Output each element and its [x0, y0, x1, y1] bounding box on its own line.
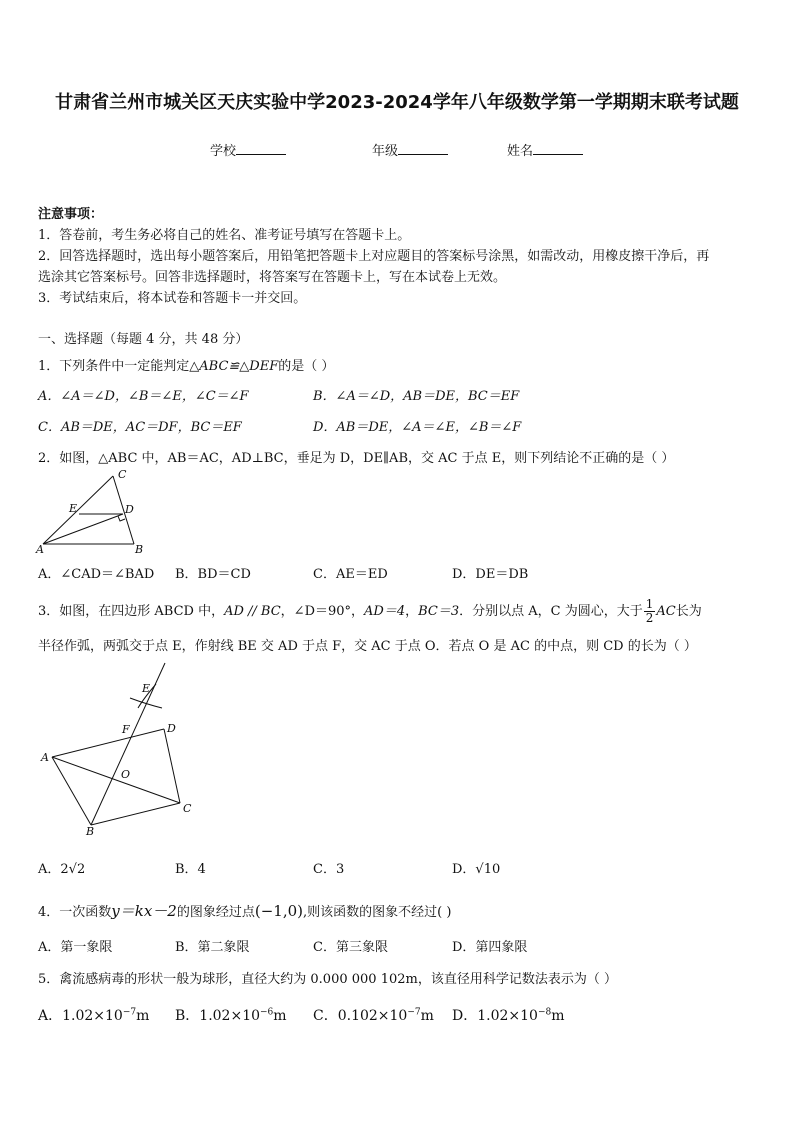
q5-option-c[interactable]: C．$0.102\times 10^{-7}m$ [313, 1007, 434, 1024]
right-angle-mark [118, 516, 125, 521]
label-d: D [125, 503, 134, 516]
q2-option-d[interactable]: D．DE＝DB [452, 567, 529, 582]
school-blank[interactable] [236, 142, 286, 155]
label-e: E [69, 502, 78, 515]
page-title: 甘肃省兰州市城关区天庆实验中学2023-2024学年八年级数学第一学期期末联考试题 [55, 92, 739, 113]
label-a: A [41, 751, 49, 764]
label-a: A [36, 543, 44, 556]
point-coordinates: (−1,0) [254, 902, 304, 920]
segment-cb [91, 803, 180, 825]
q3-option-b[interactable]: B．4 [175, 862, 206, 877]
name-blank[interactable] [533, 142, 583, 155]
label-d: D [167, 722, 176, 735]
q4-option-c[interactable]: C．第三象限 [313, 940, 388, 955]
question-2-stem: 2．如图，△ABC 中，AB＝AC，AD⊥BC，垂足为 D，DE∥AB，交 AC 于点 E，则下列结论不正确的是（ ） [38, 451, 675, 466]
label-f: F [122, 723, 130, 736]
segment-dc [164, 729, 180, 803]
name-label: 姓名 [507, 144, 534, 159]
notice-item: 1．答卷前，考生务必将自己的姓名、准考证号填写在答题卡上。 [38, 228, 411, 243]
notice-item: 3．考试结束后，将本试卷和答题卡一并交回。 [38, 291, 307, 306]
q1-option-a[interactable]: A．∠A＝∠D，∠B＝∠E，∠C＝∠F [38, 389, 249, 404]
function-expression: y＝kx－2 [111, 902, 177, 920]
q1-option-d[interactable]: D．AB＝DE，∠A＝∠E，∠B＝∠F [313, 420, 522, 435]
q2-option-c[interactable]: C．AE＝ED [313, 567, 388, 582]
grade-field [372, 140, 448, 159]
question-3-stem-line-2: 半径作弧，两弧交于点 E，作射线 BE 交 AD 于点 F，交 AC 于点 O．若点 O 是 AC 的中点，则 CD 的长为（ ） [38, 639, 697, 654]
grade-blank[interactable] [398, 142, 448, 155]
q5-option-d[interactable]: D．$1.02\times 10^{-8}m$ [452, 1007, 565, 1024]
label-b: B [86, 825, 95, 838]
label-e: E [142, 682, 151, 695]
label-c: C [183, 802, 192, 815]
notice-item: 选涂其它答案标号。回答非选择题时，将答案写在答题卡上，写在本试卷上无效。 [38, 270, 507, 285]
q4-option-a[interactable]: A．第一象限 [38, 940, 113, 955]
school-field [210, 140, 286, 159]
school-label: 学校 [210, 144, 237, 159]
section-heading: 一、选择题（每题 4 分，共 48 分） [38, 332, 249, 347]
label-o: O [121, 768, 131, 781]
grade-label: 年级 [372, 144, 399, 159]
q4-option-d[interactable]: D．第四象限 [452, 940, 528, 955]
question-4-stem: 4．一次函数y＝kx－2的图象经过点(−1,0),则该函数的图象不经过( ) [38, 902, 452, 920]
q5-option-b[interactable]: B．$1.02\times 10^{-6}m$ [175, 1007, 287, 1024]
fraction-one-half: $\frac{1}{2}$ [645, 597, 654, 625]
question-1-stem: 1．下列条件中一定能判定△ABC≌△DEF的是（ ） [38, 359, 335, 374]
q1-option-b[interactable]: B．∠A＝∠D，AB＝DE，BC＝EF [313, 389, 520, 404]
segment-ac [52, 757, 180, 803]
congruence-expression: △ABC≌△DEF [189, 359, 279, 374]
q2-option-b[interactable]: B．BD＝CD [175, 567, 251, 582]
q5-option-a[interactable]: A．$1.02\times 10^{-7}m$ [38, 1007, 150, 1024]
segment-ad [52, 729, 164, 757]
segment-ba [52, 757, 91, 825]
notice-heading: 注意事项： [38, 207, 104, 222]
q1-option-c[interactable]: C．AB＝DE，AC＝DF，BC＝EF [38, 420, 242, 435]
triangle-abc-figure [34, 468, 149, 556]
q2-option-a[interactable]: A．∠CAD＝∠BAD [38, 567, 155, 582]
segment-ac [43, 476, 113, 544]
question-3-stem: 3．如图，在四边形 ABCD 中，AD // BC，∠D＝90°，AD＝4，BC＝3．分别以点 A，C 为圆心，大于 $\frac{1}{2}$ AC长为 [38, 597, 702, 625]
segment-ad [43, 514, 123, 544]
label-b: B [135, 543, 144, 556]
notice-item: 2．回答选择题时，选出每小题答案后，用铅笔把答题卡上对应题目的答案标号涂黑，如需改动，用橡皮擦干净后，再 [38, 249, 710, 264]
q4-option-b[interactable]: B．第二象限 [175, 940, 250, 955]
question-5-stem: 5．禽流感病毒的形状一般为球形，直径大约为 0.000 000 102m，该直径用科学记数法表示为（ ） [38, 972, 617, 987]
name-field [507, 140, 583, 159]
q3-option-c[interactable]: C．3 [313, 862, 345, 877]
q3-option-a[interactable]: A．2√2 [38, 862, 86, 877]
q3-option-d[interactable]: D．√10 [452, 862, 501, 877]
arc-from-a [130, 698, 162, 708]
quadrilateral-abcd-figure [38, 660, 198, 840]
label-c: C [118, 468, 127, 481]
